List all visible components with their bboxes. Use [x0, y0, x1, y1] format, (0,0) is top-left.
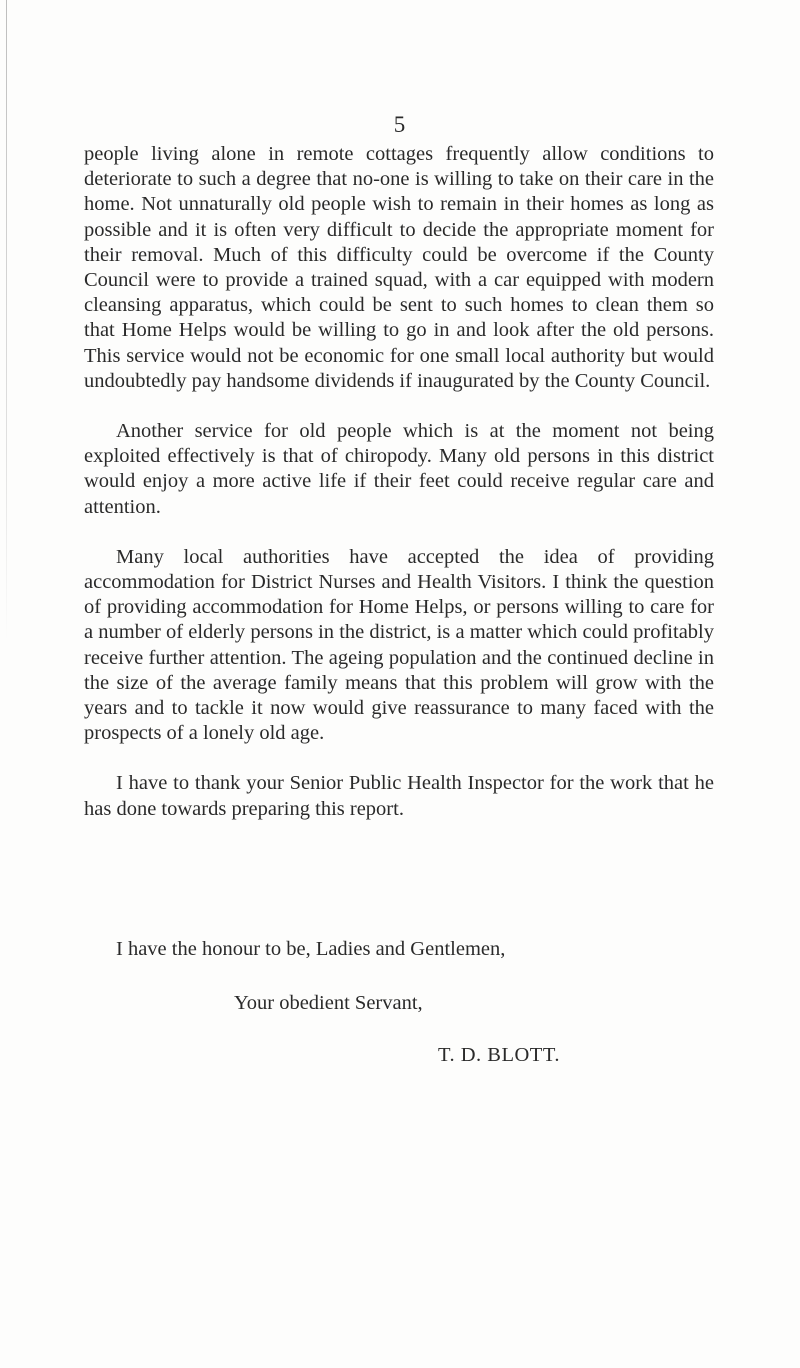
report-body [84, 142, 714, 822]
paragraph-continued: people living alone in remote cottages frequently allow conditions to deteriorate to such a degree that no-one is willing to take on their care in the home. Not unnaturally old people wish to remain in their homes as long as possible and it is often very difficult to decide the appropriate moment for their removal. Much of this difficulty could be overcome if the County Council were to provide a trained squad, with a car equipped with modern cleansing apparatus, which could be sent to such homes to clean them so that Home Helps would be willing to go in and look after the old persons. This service would not be economic for one small local authority but would undoubtedly pay handsome dividends if inaugurated by the County Council. [84, 143, 714, 392]
paragraph-accommodation: Many local authorities have accepted the idea of providing accommodation for District Nurses and Health Visitors. I think the question of providing accommodation for Home Helps, or persons willing to care for a number of elderly persons in the district, is a matter which could profitably receive further attention. The ageing population and the continued decline in the size of the average family means that this problem will grow with the years and to tackle it now would give reassurance to many faced with the prospects of a lonely old age. [84, 545, 714, 745]
closing-valediction: Your obedient Servant, [234, 992, 423, 1014]
closing-salutation: I have the honour to be, Ladies and Gentlemen, [116, 938, 506, 960]
page-number: 5 [393, 112, 407, 137]
signature-name: T. D. BLOTT. [438, 1044, 560, 1066]
page-edge-shadow [6, 0, 7, 640]
paragraph-thanks: I have to thank your Senior Public Health Inspector for the work that he has done towards preparing this report. [84, 772, 714, 820]
paragraph-chiropody: Another service for old people which is at the moment not being exploited effectively is that of chiropody. Many old persons in this district would enjoy a more active life if their feet could receive regular care and attention. [84, 420, 714, 518]
